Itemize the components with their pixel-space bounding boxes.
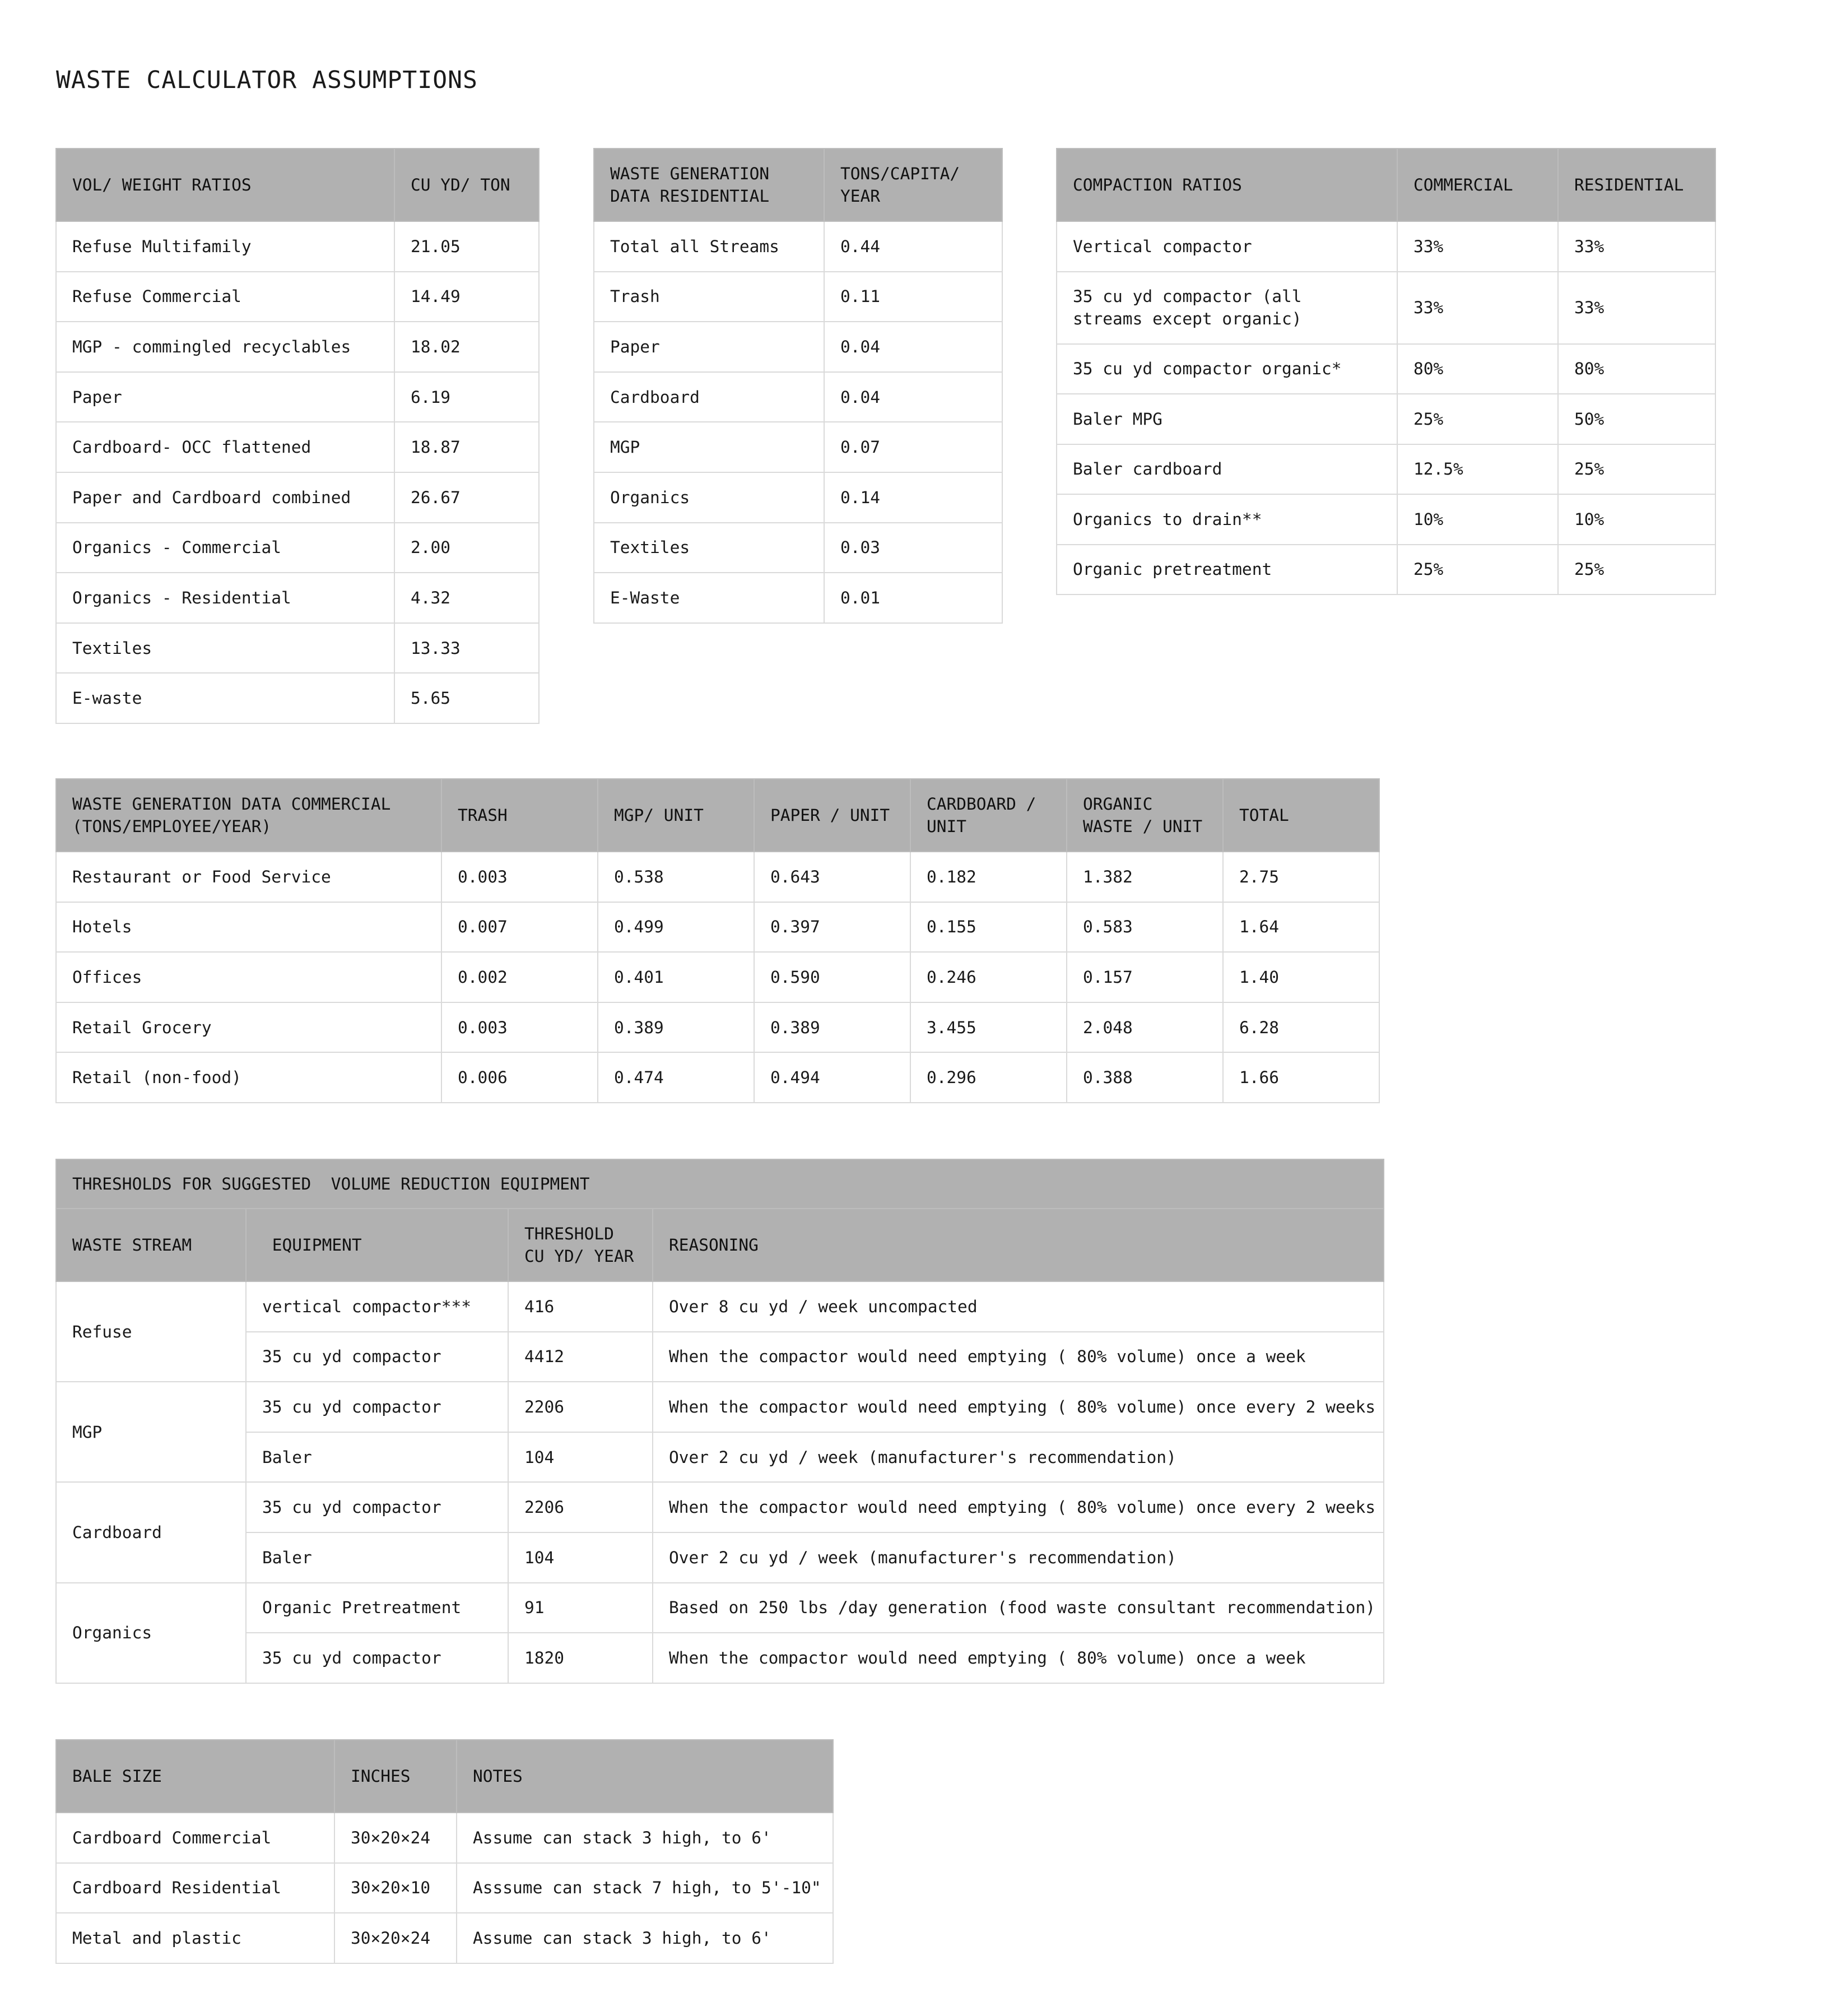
table-row xyxy=(56,1432,1384,1483)
ratio-value: 4.32 xyxy=(394,573,539,623)
column-header: COMPACTION RATIOS xyxy=(1057,148,1397,221)
residential-ratio: 33% xyxy=(1558,221,1715,272)
row-label: Restaurant or Food Service xyxy=(56,852,441,902)
column-header: CARDBOARD / UNIT xyxy=(910,779,1067,852)
ratio-value: 13.33 xyxy=(394,623,539,673)
column-header: BALE SIZE xyxy=(56,1740,334,1813)
row-label: Retail (non-food) xyxy=(56,1052,441,1103)
table-row xyxy=(56,1052,1379,1103)
row-label: Paper xyxy=(594,322,824,372)
tons-value: 0.11 xyxy=(824,272,1002,322)
table-row xyxy=(1057,494,1715,545)
commercial-ratio: 25% xyxy=(1397,545,1558,595)
tons-value: 0.14 xyxy=(824,472,1002,523)
equipment-cell: 35 cu yd compactor xyxy=(246,1482,508,1532)
column-header: CU YD/ TON xyxy=(394,148,539,221)
commercial-ratio: 33% xyxy=(1397,272,1558,344)
threshold-cell: 2206 xyxy=(508,1482,653,1532)
threshold-cell: 104 xyxy=(508,1532,653,1583)
ratio-value: 21.05 xyxy=(394,221,539,272)
table-row xyxy=(56,952,1379,1002)
reasoning-cell: Over 8 cu yd / week uncompacted xyxy=(653,1281,1384,1332)
threshold-cell: 104 xyxy=(508,1432,653,1483)
commercial-ratio: 33% xyxy=(1397,221,1558,272)
reasoning-cell: When the compactor would need emptying ( 80% volume) once every 2 weeks xyxy=(653,1482,1384,1532)
organic-value: 0.157 xyxy=(1067,952,1223,1002)
table-row xyxy=(56,322,539,372)
row-label: Textiles xyxy=(56,623,394,673)
equipment-cell: 35 cu yd compactor xyxy=(246,1332,508,1382)
row-label: Retail Grocery xyxy=(56,1002,441,1053)
table-row xyxy=(56,623,539,673)
column-header: MGP/ UNIT xyxy=(598,779,754,852)
inches-cell: 30×20×24 xyxy=(334,1913,457,1963)
equipment-cell: vertical compactor*** xyxy=(246,1281,508,1332)
mgp-value: 0.474 xyxy=(598,1052,754,1103)
vol-weight-ratios-table xyxy=(55,148,540,724)
row-label: Cardboard- OCC flattened xyxy=(56,422,394,472)
cardboard-value: 0.182 xyxy=(910,852,1067,902)
ratio-value: 6.19 xyxy=(394,372,539,422)
paper-value: 0.389 xyxy=(754,1002,910,1053)
row-label: Textiles xyxy=(594,523,824,573)
table-row xyxy=(56,523,539,573)
column-header: TONS/CAPITA/ YEAR xyxy=(824,148,1002,221)
tons-value: 0.01 xyxy=(824,573,1002,623)
table-row xyxy=(56,1813,833,1863)
threshold-cell: 2206 xyxy=(508,1382,653,1432)
table-row xyxy=(56,1002,1379,1053)
row-label: Metal and plastic xyxy=(56,1913,334,1963)
table-row xyxy=(56,1863,833,1913)
column-header: TOTAL xyxy=(1223,779,1379,852)
mgp-value: 0.389 xyxy=(598,1002,754,1053)
waste-stream-cell: MGP xyxy=(56,1382,246,1482)
column-header: WASTE GENERATION DATA RESIDENTIAL xyxy=(594,148,824,221)
row-label: Cardboard Commercial xyxy=(56,1813,334,1863)
waste-stream-cell: Cardboard xyxy=(56,1482,246,1582)
paper-value: 0.590 xyxy=(754,952,910,1002)
table-row xyxy=(56,1332,1384,1382)
row-label: Paper xyxy=(56,372,394,422)
ratio-value: 18.02 xyxy=(394,322,539,372)
organic-value: 0.388 xyxy=(1067,1052,1223,1103)
table-row xyxy=(56,1281,1384,1332)
table-row xyxy=(56,852,1379,902)
table-row xyxy=(56,221,539,272)
row-label: MGP xyxy=(594,422,824,472)
threshold-cell: 91 xyxy=(508,1583,653,1633)
table-row xyxy=(594,573,1002,623)
row-label: Organic pretreatment xyxy=(1057,545,1397,595)
threshold-cell: 1820 xyxy=(508,1633,653,1683)
commercial-ratio: 25% xyxy=(1397,394,1558,444)
table-row xyxy=(594,422,1002,472)
waste-stream-cell: Refuse xyxy=(56,1281,246,1382)
ratio-value: 18.87 xyxy=(394,422,539,472)
paper-value: 0.397 xyxy=(754,902,910,953)
column-header: COMMERCIAL xyxy=(1397,148,1558,221)
tons-value: 0.44 xyxy=(824,221,1002,272)
table-row xyxy=(56,573,539,623)
table-row xyxy=(56,372,539,422)
row-label: Hotels xyxy=(56,902,441,953)
cardboard-value: 0.155 xyxy=(910,902,1067,953)
table-row xyxy=(594,322,1002,372)
row-label: Trash xyxy=(594,272,824,322)
table-row xyxy=(56,1532,1384,1583)
inches-cell: 30×20×10 xyxy=(334,1863,457,1913)
reasoning-cell: When the compactor would need emptying ( 80% volume) once every 2 weeks xyxy=(653,1382,1384,1432)
column-header: INCHES xyxy=(334,1740,457,1813)
notes-cell: Asssume can stack 7 high, to 5'-10" xyxy=(457,1863,833,1913)
column-header: REASONING xyxy=(653,1209,1384,1281)
row-label: Baler cardboard xyxy=(1057,444,1397,495)
row-label: Organics to drain** xyxy=(1057,494,1397,545)
residential-generation-table xyxy=(593,148,1003,624)
column-header: NOTES xyxy=(457,1740,833,1813)
trash-value: 0.002 xyxy=(441,952,598,1002)
reasoning-cell: When the compactor would need emptying ( 80% volume) once a week xyxy=(653,1332,1384,1382)
ratio-value: 14.49 xyxy=(394,272,539,322)
mgp-value: 0.401 xyxy=(598,952,754,1002)
equipment-cell: 35 cu yd compactor xyxy=(246,1633,508,1683)
tons-value: 0.07 xyxy=(824,422,1002,472)
row-label: Organics - Commercial xyxy=(56,523,394,573)
table-row xyxy=(56,272,539,322)
column-header: RESIDENTIAL xyxy=(1558,148,1715,221)
inches-cell: 30×20×24 xyxy=(334,1813,457,1863)
commercial-ratio: 10% xyxy=(1397,494,1558,545)
total-value: 6.28 xyxy=(1223,1002,1379,1053)
table-row xyxy=(56,1633,1384,1683)
residential-ratio: 25% xyxy=(1558,545,1715,595)
table-row xyxy=(594,523,1002,573)
table-row xyxy=(56,902,1379,953)
cardboard-value: 3.455 xyxy=(910,1002,1067,1053)
total-value: 2.75 xyxy=(1223,852,1379,902)
page-title: WASTE CALCULATOR ASSUMPTIONS xyxy=(56,66,478,94)
ratio-value: 26.67 xyxy=(394,472,539,523)
table-row xyxy=(1057,444,1715,495)
residential-ratio: 50% xyxy=(1558,394,1715,444)
row-label: Total all Streams xyxy=(594,221,824,272)
column-header: WASTE GENERATION DATA COMMERCIAL (TONS/EMPLOYEE/YEAR) xyxy=(56,779,441,852)
reasoning-cell: When the compactor would need emptying ( 80% volume) once a week xyxy=(653,1633,1384,1683)
residential-ratio: 33% xyxy=(1558,272,1715,344)
row-label: E-waste xyxy=(56,673,394,723)
row-label: Organics xyxy=(594,472,824,523)
notes-cell: Assume can stack 3 high, to 6' xyxy=(457,1813,833,1863)
column-header: TRASH xyxy=(441,779,598,852)
equipment-cell: Baler xyxy=(246,1532,508,1583)
equipment-cell: Organic Pretreatment xyxy=(246,1583,508,1633)
equipment-cell: Baler xyxy=(246,1432,508,1483)
row-label: Organics - Residential xyxy=(56,573,394,623)
column-header: WASTE STREAM xyxy=(56,1209,246,1281)
ratio-value: 2.00 xyxy=(394,523,539,573)
residential-ratio: 25% xyxy=(1558,444,1715,495)
row-label: MGP - commingled recyclables xyxy=(56,322,394,372)
waste-stream-cell: Organics xyxy=(56,1583,246,1683)
row-label: Cardboard Residential xyxy=(56,1863,334,1913)
row-label: Refuse Multifamily xyxy=(56,221,394,272)
table-row xyxy=(1057,394,1715,444)
mgp-value: 0.538 xyxy=(598,852,754,902)
commercial-ratio: 80% xyxy=(1397,344,1558,394)
mgp-value: 0.499 xyxy=(598,902,754,953)
thresholds-table xyxy=(55,1159,1384,1684)
equipment-cell: 35 cu yd compactor xyxy=(246,1382,508,1432)
ratio-value: 5.65 xyxy=(394,673,539,723)
bale-size-table xyxy=(55,1739,834,1964)
trash-value: 0.007 xyxy=(441,902,598,953)
reasoning-cell: Over 2 cu yd / week (manufacturer's recommendation) xyxy=(653,1432,1384,1483)
total-value: 1.64 xyxy=(1223,902,1379,953)
table-row xyxy=(1057,344,1715,394)
trash-value: 0.003 xyxy=(441,1002,598,1053)
total-value: 1.40 xyxy=(1223,952,1379,1002)
tons-value: 0.03 xyxy=(824,523,1002,573)
table-row xyxy=(56,1482,1384,1532)
column-header: THRESHOLD CU YD/ YEAR xyxy=(508,1209,653,1281)
threshold-cell: 4412 xyxy=(508,1332,653,1382)
column-header: VOL/ WEIGHT RATIOS xyxy=(56,148,394,221)
row-label: E-Waste xyxy=(594,573,824,623)
column-header: PAPER / UNIT xyxy=(754,779,910,852)
organic-value: 1.382 xyxy=(1067,852,1223,902)
row-label: Refuse Commercial xyxy=(56,272,394,322)
paper-value: 0.643 xyxy=(754,852,910,902)
trash-value: 0.003 xyxy=(441,852,598,902)
table-row xyxy=(56,1583,1384,1633)
column-header: EQUIPMENT xyxy=(246,1209,508,1281)
organic-value: 0.583 xyxy=(1067,902,1223,953)
table-row xyxy=(56,472,539,523)
table-row xyxy=(594,272,1002,322)
row-label: 35 cu yd compactor (all streams except organic) xyxy=(1057,272,1397,344)
table-row xyxy=(1057,221,1715,272)
cardboard-value: 0.246 xyxy=(910,952,1067,1002)
notes-cell: Assume can stack 3 high, to 6' xyxy=(457,1913,833,1963)
residential-ratio: 10% xyxy=(1558,494,1715,545)
table-caption: THRESHOLDS FOR SUGGESTED VOLUME REDUCTION EQUIPMENT xyxy=(56,1159,1384,1209)
cardboard-value: 0.296 xyxy=(910,1052,1067,1103)
commercial-ratio: 12.5% xyxy=(1397,444,1558,495)
compaction-ratios-table xyxy=(1056,148,1716,595)
tons-value: 0.04 xyxy=(824,372,1002,422)
row-label: Paper and Cardboard combined xyxy=(56,472,394,523)
paper-value: 0.494 xyxy=(754,1052,910,1103)
table-row xyxy=(1057,545,1715,595)
row-label: Vertical compactor xyxy=(1057,221,1397,272)
table-row xyxy=(594,221,1002,272)
table-row xyxy=(594,472,1002,523)
organic-value: 2.048 xyxy=(1067,1002,1223,1053)
table-row xyxy=(594,372,1002,422)
table-row xyxy=(56,1382,1384,1432)
row-label: Baler MPG xyxy=(1057,394,1397,444)
column-header: ORGANIC WASTE / UNIT xyxy=(1067,779,1223,852)
row-label: Offices xyxy=(56,952,441,1002)
reasoning-cell: Over 2 cu yd / week (manufacturer's recommendation) xyxy=(653,1532,1384,1583)
reasoning-cell: Based on 250 lbs /day generation (food waste consultant recommendation) xyxy=(653,1583,1384,1633)
table-row xyxy=(56,422,539,472)
threshold-cell: 416 xyxy=(508,1281,653,1332)
trash-value: 0.006 xyxy=(441,1052,598,1103)
table-row xyxy=(1057,272,1715,344)
table-row xyxy=(56,1913,833,1963)
row-label: Cardboard xyxy=(594,372,824,422)
residential-ratio: 80% xyxy=(1558,344,1715,394)
total-value: 1.66 xyxy=(1223,1052,1379,1103)
table-row xyxy=(56,673,539,723)
row-label: 35 cu yd compactor organic* xyxy=(1057,344,1397,394)
commercial-generation-table xyxy=(55,778,1380,1103)
tons-value: 0.04 xyxy=(824,322,1002,372)
